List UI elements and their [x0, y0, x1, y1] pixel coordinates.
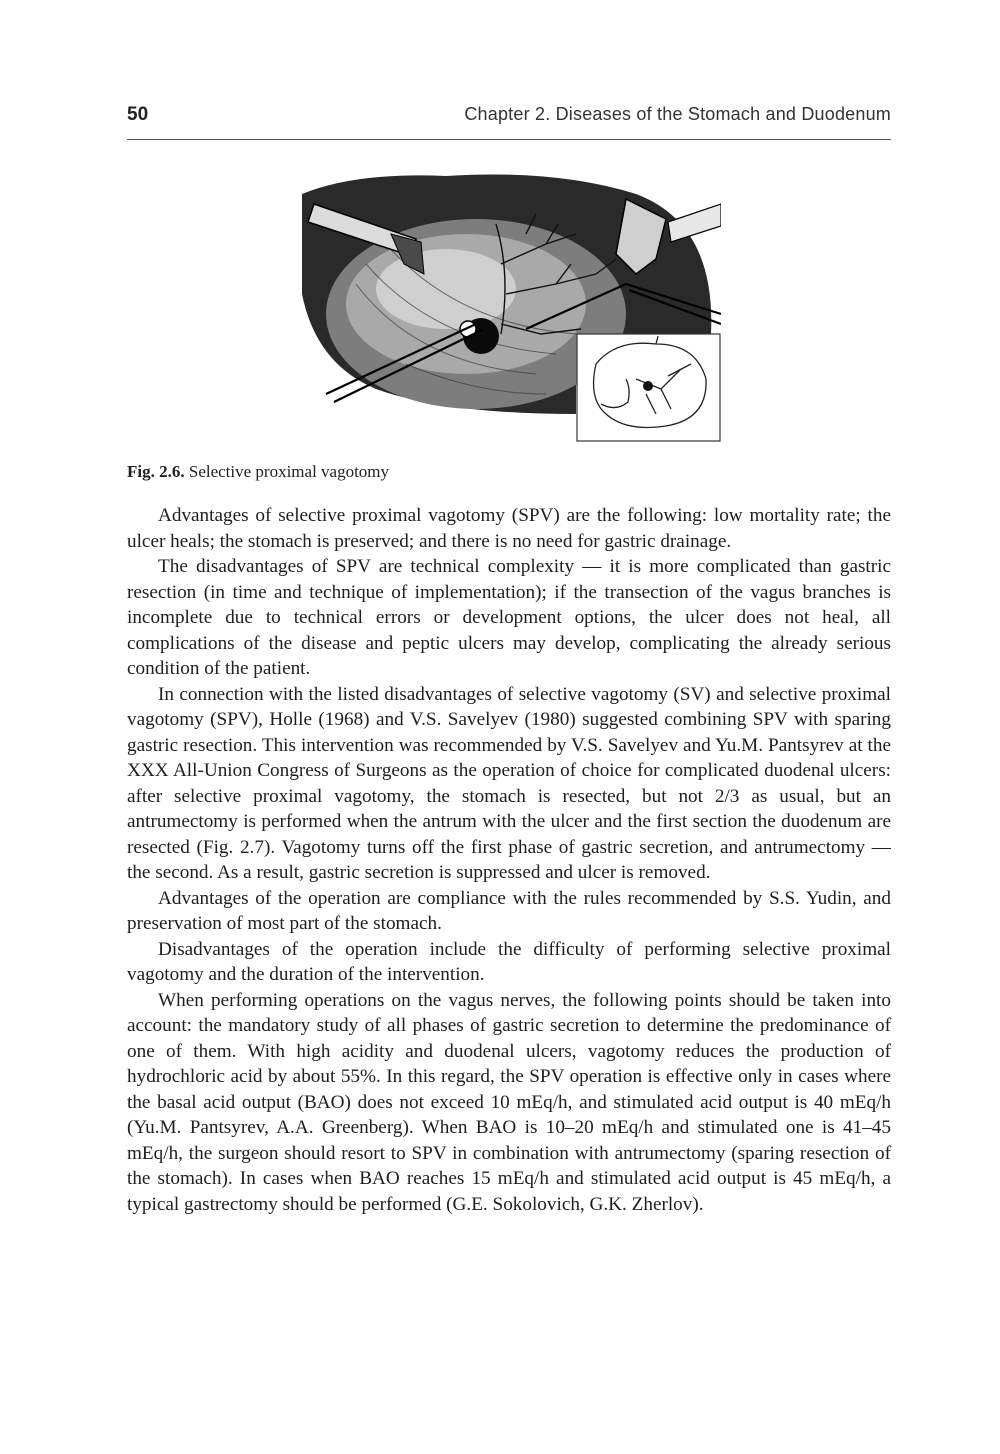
header-rule	[127, 139, 891, 140]
paragraph: When performing operations on the vagus nerves, the following points should be taken into account: the mandatory study of all phases of gastric secretion to determine the predominance of one of them. With high acidity and duodenal ulcers, vagotomy reduces the production of hydrochloric acid by about 55%. In this regard, the SPV operation is effective only in cases where the basal acid output (BAO) does not exceed 10 mEq/h, and stimulated acid output is 40 mEq/h (Yu.M. Pantsyrev, A.A. Greenberg). When BAO is 10–20 mEq/h and stimulated one is 41–45 mEq/h, the surgeon should resort to SPV in combination with antrumectomy (sparing resection of the stomach). In cases when BAO reaches 15 mEq/h and stimulated acid output is 45 mEq/h, a typical gastrectomy should be performed (G.E. Sokolovich, G.K. Zherlov).	[127, 989, 891, 1215]
paragraph: In connection with the listed disadvantages of selective vagotomy (SV) and selective proximal vagotomy (SPV), Holle (1968) and V.S. Savelyev (1980) suggested combining SPV with sparing gastric resection. This intervention was recommended by V.S. Savelyev and Yu.M. Pantsyrev at the XXX All-Union Congress of Surgeons as the operation of choice for complicated duodenal ulcers: after selective proximal vagotomy, the stomach is resected, but not 2/3 as usual, but an antrumectomy is performed when the antrum with the ulcer and the first section the duodenum are resected (Fig. 2.7). Vagotomy turns off the first phase of gastric secretion, and antrumectomy — the second. As a result, gastric secretion is suppressed and ulcer is removed.	[127, 683, 891, 883]
paragraph: Advantages of the operation are compliance with the rules recommended by S.S. Yudin, and preservation of most part of the stomach.	[127, 887, 891, 934]
figure-label: Fig. 2.6.	[127, 462, 185, 481]
figure-caption-text: Selective proximal vagotomy	[188, 462, 390, 481]
page-number: 50	[127, 104, 149, 125]
running-title: Chapter 2. Diseases of the Stomach and Duodenum	[464, 104, 891, 124]
figure-illustration	[296, 164, 721, 442]
figure-caption	[127, 462, 389, 482]
body-text	[127, 503, 891, 1217]
paragraph: Disadvantages of the operation include the difficulty of performing selective proximal vagotomy and the duration of the intervention.	[127, 938, 891, 985]
paragraph: The disadvantages of SPV are technical complexity — it is more complicated than gastric resection (in time and technique of implementation); if the transection of the vagus branches is incomplete due to technical errors or development options, the ulcer does not heal, all complications of the disease and peptic ulcers may develop, complicating the already serious condition of the patient.	[127, 556, 891, 679]
paragraph: Advantages of selective proximal vagotomy (SPV) are the following: low mortality rate; the ulcer heals; the stomach is preserved; and there is no need for gastric drainage.	[127, 505, 891, 552]
page-header	[127, 104, 891, 132]
